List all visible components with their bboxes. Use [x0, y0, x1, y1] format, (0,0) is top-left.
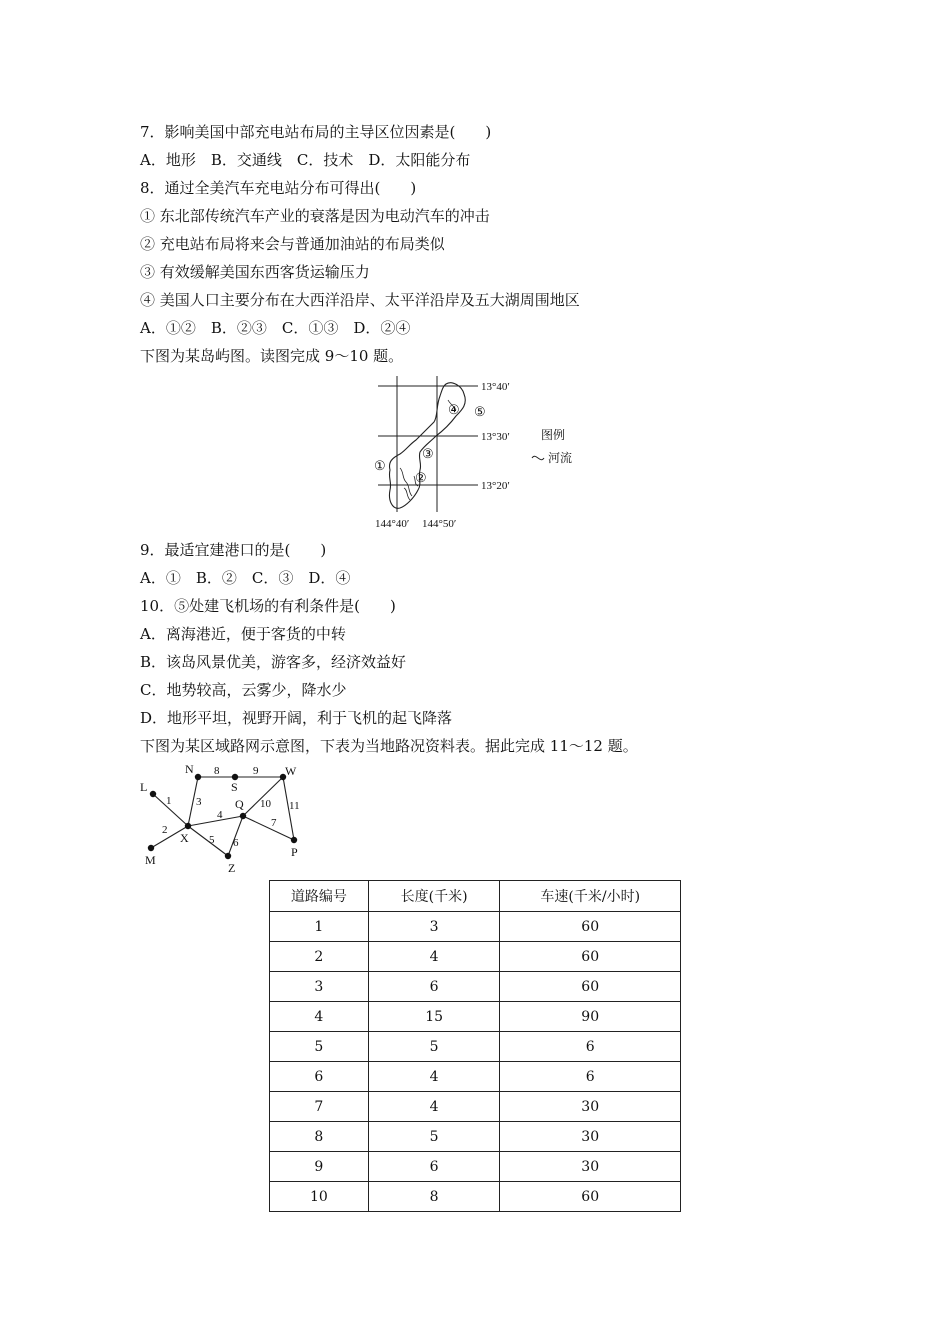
node-L-label: L [140, 780, 148, 794]
node-Q-label: Q [235, 797, 244, 811]
table-row [270, 1122, 681, 1152]
road-network [135, 760, 335, 876]
cell-length: 4 [368, 942, 500, 972]
point-label-2: ② [415, 470, 427, 485]
road-10 [243, 777, 283, 816]
lat-label-13-30: 13°30′ [481, 431, 510, 443]
cell-speed: 30 [500, 1122, 681, 1152]
cell-road-id: 10 [270, 1182, 369, 1212]
road-number-3: 3 [196, 796, 202, 808]
table-row [270, 1182, 681, 1212]
point-label-5: ⑤ [474, 404, 486, 419]
cell-road-id: 2 [270, 942, 369, 972]
question-8-item-1: ① 东北部传统汽车产业的衰落是因为电动汽车的冲击 [140, 207, 490, 225]
question-10-option-b: B．该岛风景优美，游客多，经济效益好 [140, 653, 407, 671]
table-row [270, 1002, 681, 1032]
cell-length: 5 [368, 1032, 500, 1062]
table-row [270, 912, 681, 942]
cell-speed: 60 [500, 942, 681, 972]
question-8-item-2: ② 充电站布局将来会与普通加油站的布局类似 [140, 235, 445, 253]
question-9-stem: 9．最适宜建港口的是( ) [140, 541, 327, 559]
table-row [270, 1152, 681, 1182]
river-1 [400, 468, 412, 496]
question-10-option-a: A．离海港近，便于客货的中转 [140, 625, 346, 643]
cell-speed: 60 [500, 972, 681, 1002]
node-N-label: N [185, 762, 194, 776]
question-10-option-c: C．地势较高，云雾少，降水少 [140, 681, 347, 699]
cell-road-id: 8 [270, 1122, 369, 1152]
road-number-1: 1 [166, 795, 172, 807]
road-intro: 下图为某区域路网示意图，下表为当地路况资料表。据此完成 11～12 题。 [140, 737, 638, 755]
lat-label-13-20: 13°20′ [481, 480, 510, 492]
header-length: 长度(千米) [368, 881, 500, 912]
road-number-11: 11 [289, 800, 300, 812]
header-speed: 车速(千米/小时) [500, 881, 681, 912]
node-S-label: S [231, 780, 238, 794]
node-W-label: W [285, 764, 297, 778]
question-9-options: A．① B．② C．③ D．④ [140, 569, 351, 587]
road-number-7: 7 [271, 817, 277, 829]
table-row [270, 1092, 681, 1122]
cell-speed: 30 [500, 1092, 681, 1122]
lon-label-144-50: 144°50′ [422, 518, 457, 530]
legend-river-label: 河流 [548, 451, 573, 465]
node-Q-dot [240, 813, 246, 819]
table-row [270, 972, 681, 1002]
point-label-3: ③ [422, 446, 434, 461]
question-10-option-d: D．地形平坦，视野开阔，利于飞机的起飞降落 [140, 709, 453, 727]
road-number-5: 5 [209, 834, 215, 846]
table-row [270, 1062, 681, 1092]
cell-length: 15 [368, 1002, 500, 1032]
legend-title: 图例 [541, 428, 566, 442]
cell-speed: 30 [500, 1152, 681, 1182]
cell-length: 8 [368, 1182, 500, 1212]
node-L-dot [150, 791, 156, 797]
cell-speed: 6 [500, 1062, 681, 1092]
question-7-stem: 7．影响美国中部充电站布局的主导区位因素是( ) [140, 123, 492, 141]
cell-road-id: 7 [270, 1092, 369, 1122]
legend-river-symbol [532, 456, 544, 459]
road-number-9: 9 [253, 765, 259, 777]
node-P-label: P [291, 845, 298, 859]
node-X-dot [185, 823, 191, 829]
node-P-dot [291, 837, 297, 843]
road-number-10: 10 [260, 798, 271, 810]
road-condition-table [269, 880, 681, 1212]
road-4 [188, 816, 243, 826]
road-number-4: 4 [217, 809, 223, 821]
cell-road-id: 3 [270, 972, 369, 1002]
road-number-8: 8 [214, 765, 220, 777]
cell-road-id: 4 [270, 1002, 369, 1032]
question-8-item-4: ④ 美国人口主要分布在大西洋沿岸、太平洋沿岸及五大湖周围地区 [140, 291, 580, 309]
node-Z-label: Z [228, 861, 236, 875]
cell-speed: 90 [500, 1002, 681, 1032]
cell-length: 4 [368, 1062, 500, 1092]
road-number-2: 2 [162, 824, 168, 836]
point-label-1: ① [374, 458, 386, 473]
lat-label-13-40: 13°40′ [481, 381, 510, 393]
cell-length: 6 [368, 972, 500, 1002]
road-number-6: 6 [233, 837, 239, 849]
node-M-dot [148, 845, 154, 851]
cell-speed: 6 [500, 1032, 681, 1062]
cell-length: 4 [368, 1092, 500, 1122]
question-10-stem: 10．⑤处建飞机场的有利条件是( ) [140, 597, 396, 615]
point-label-4: ④ [448, 402, 460, 417]
island-map [360, 372, 600, 532]
node-Z-dot [225, 853, 231, 859]
table-row [270, 1032, 681, 1062]
question-7-options: A．地形 B．交通线 C．技术 D．太阳能分布 [140, 151, 471, 169]
table-row [270, 942, 681, 972]
road-6 [228, 816, 243, 856]
question-8-item-3: ③ 有效缓解美国东西客货运输压力 [140, 263, 370, 281]
node-N-dot [195, 774, 201, 780]
question-8-options: A．①② B．②③ C．①③ D．②④ [140, 319, 411, 337]
road-5 [188, 826, 228, 856]
road-7 [243, 816, 294, 840]
node-X-label: X [180, 831, 189, 845]
cell-length: 6 [368, 1152, 500, 1182]
question-8-stem: 8．通过全美汽车充电站分布可得出( ) [140, 179, 417, 197]
cell-length: 3 [368, 912, 500, 942]
lon-label-144-40: 144°40′ [375, 518, 410, 530]
node-M-label: M [145, 853, 156, 867]
cell-road-id: 5 [270, 1032, 369, 1062]
cell-road-id: 1 [270, 912, 369, 942]
island-intro: 下图为某岛屿图。读图完成 9～10 题。 [140, 347, 404, 365]
cell-speed: 60 [500, 912, 681, 942]
cell-road-id: 6 [270, 1062, 369, 1092]
cell-speed: 60 [500, 1182, 681, 1212]
cell-length: 5 [368, 1122, 500, 1152]
table-header-row [270, 881, 681, 912]
cell-road-id: 9 [270, 1152, 369, 1182]
header-road-id: 道路编号 [270, 881, 369, 912]
